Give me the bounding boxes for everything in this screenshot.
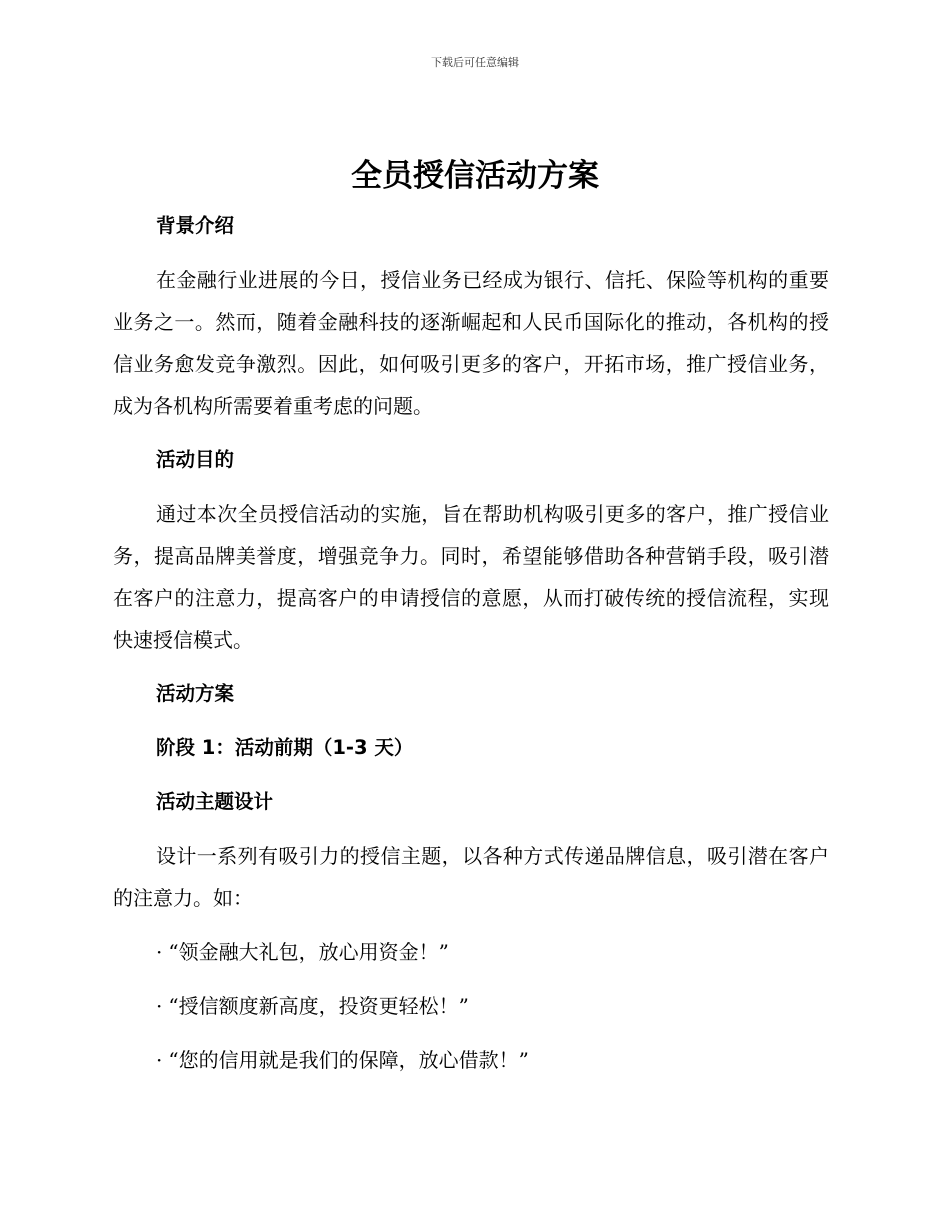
document-title: 全员授信活动方案: [351, 158, 599, 194]
purpose-paragraph: 通过本次全员授信活动的实施，旨在帮助机构吸引更多的客户，推广授信业务，提高品牌美誉度，增强竞争力。同时，希望能够借助各种营销手段，吸引潜在客户的注意力，提高客户的申请授信的意愿，从而打破传统的授信流程，实现快速授信模式。: [113, 502, 829, 652]
background-heading: 背景介绍: [156, 214, 235, 237]
slogan-text: “领金融大礼包，放心用资金！”: [168, 940, 449, 964]
list-item: [113, 1039, 829, 1081]
bullet-icon: ·: [156, 940, 163, 964]
slogan-list: [113, 931, 829, 1081]
slogan-text: “授信额度新高度，投资更轻松！”: [168, 994, 469, 1018]
plan-heading: 活动方案: [156, 682, 235, 705]
stage-heading: 阶段 1：活动前期（1-3 天）: [156, 736, 414, 759]
slogan-text: “您的信用就是我们的保障，放心借款！”: [168, 1048, 529, 1072]
document-body: [113, 205, 829, 1093]
list-item: [113, 985, 829, 1027]
purpose-heading: 活动目的: [156, 448, 235, 471]
background-paragraph: 在金融行业进展的今日，授信业务已经成为银行、信托、保险等机构的重要业务之一。然而，随着金融科技的逐渐崛起和人民币国际化的推动，各机构的授信业务愈发竞争激烈。因此，如何吸引更多的客户，开拓市场，推广授信业务，成为各机构所需要着重考虑的问题。: [113, 268, 829, 418]
list-item: [113, 931, 829, 973]
bullet-icon: ·: [156, 994, 163, 1018]
theme-design-heading: 活动主题设计: [156, 790, 274, 813]
theme-design-paragraph: 设计一系列有吸引力的授信主题，以各种方式传递品牌信息，吸引潜在客户的注意力。如：: [113, 844, 829, 910]
bullet-icon: ·: [156, 1048, 163, 1072]
header-note: 下载后可任意编辑: [431, 56, 519, 69]
